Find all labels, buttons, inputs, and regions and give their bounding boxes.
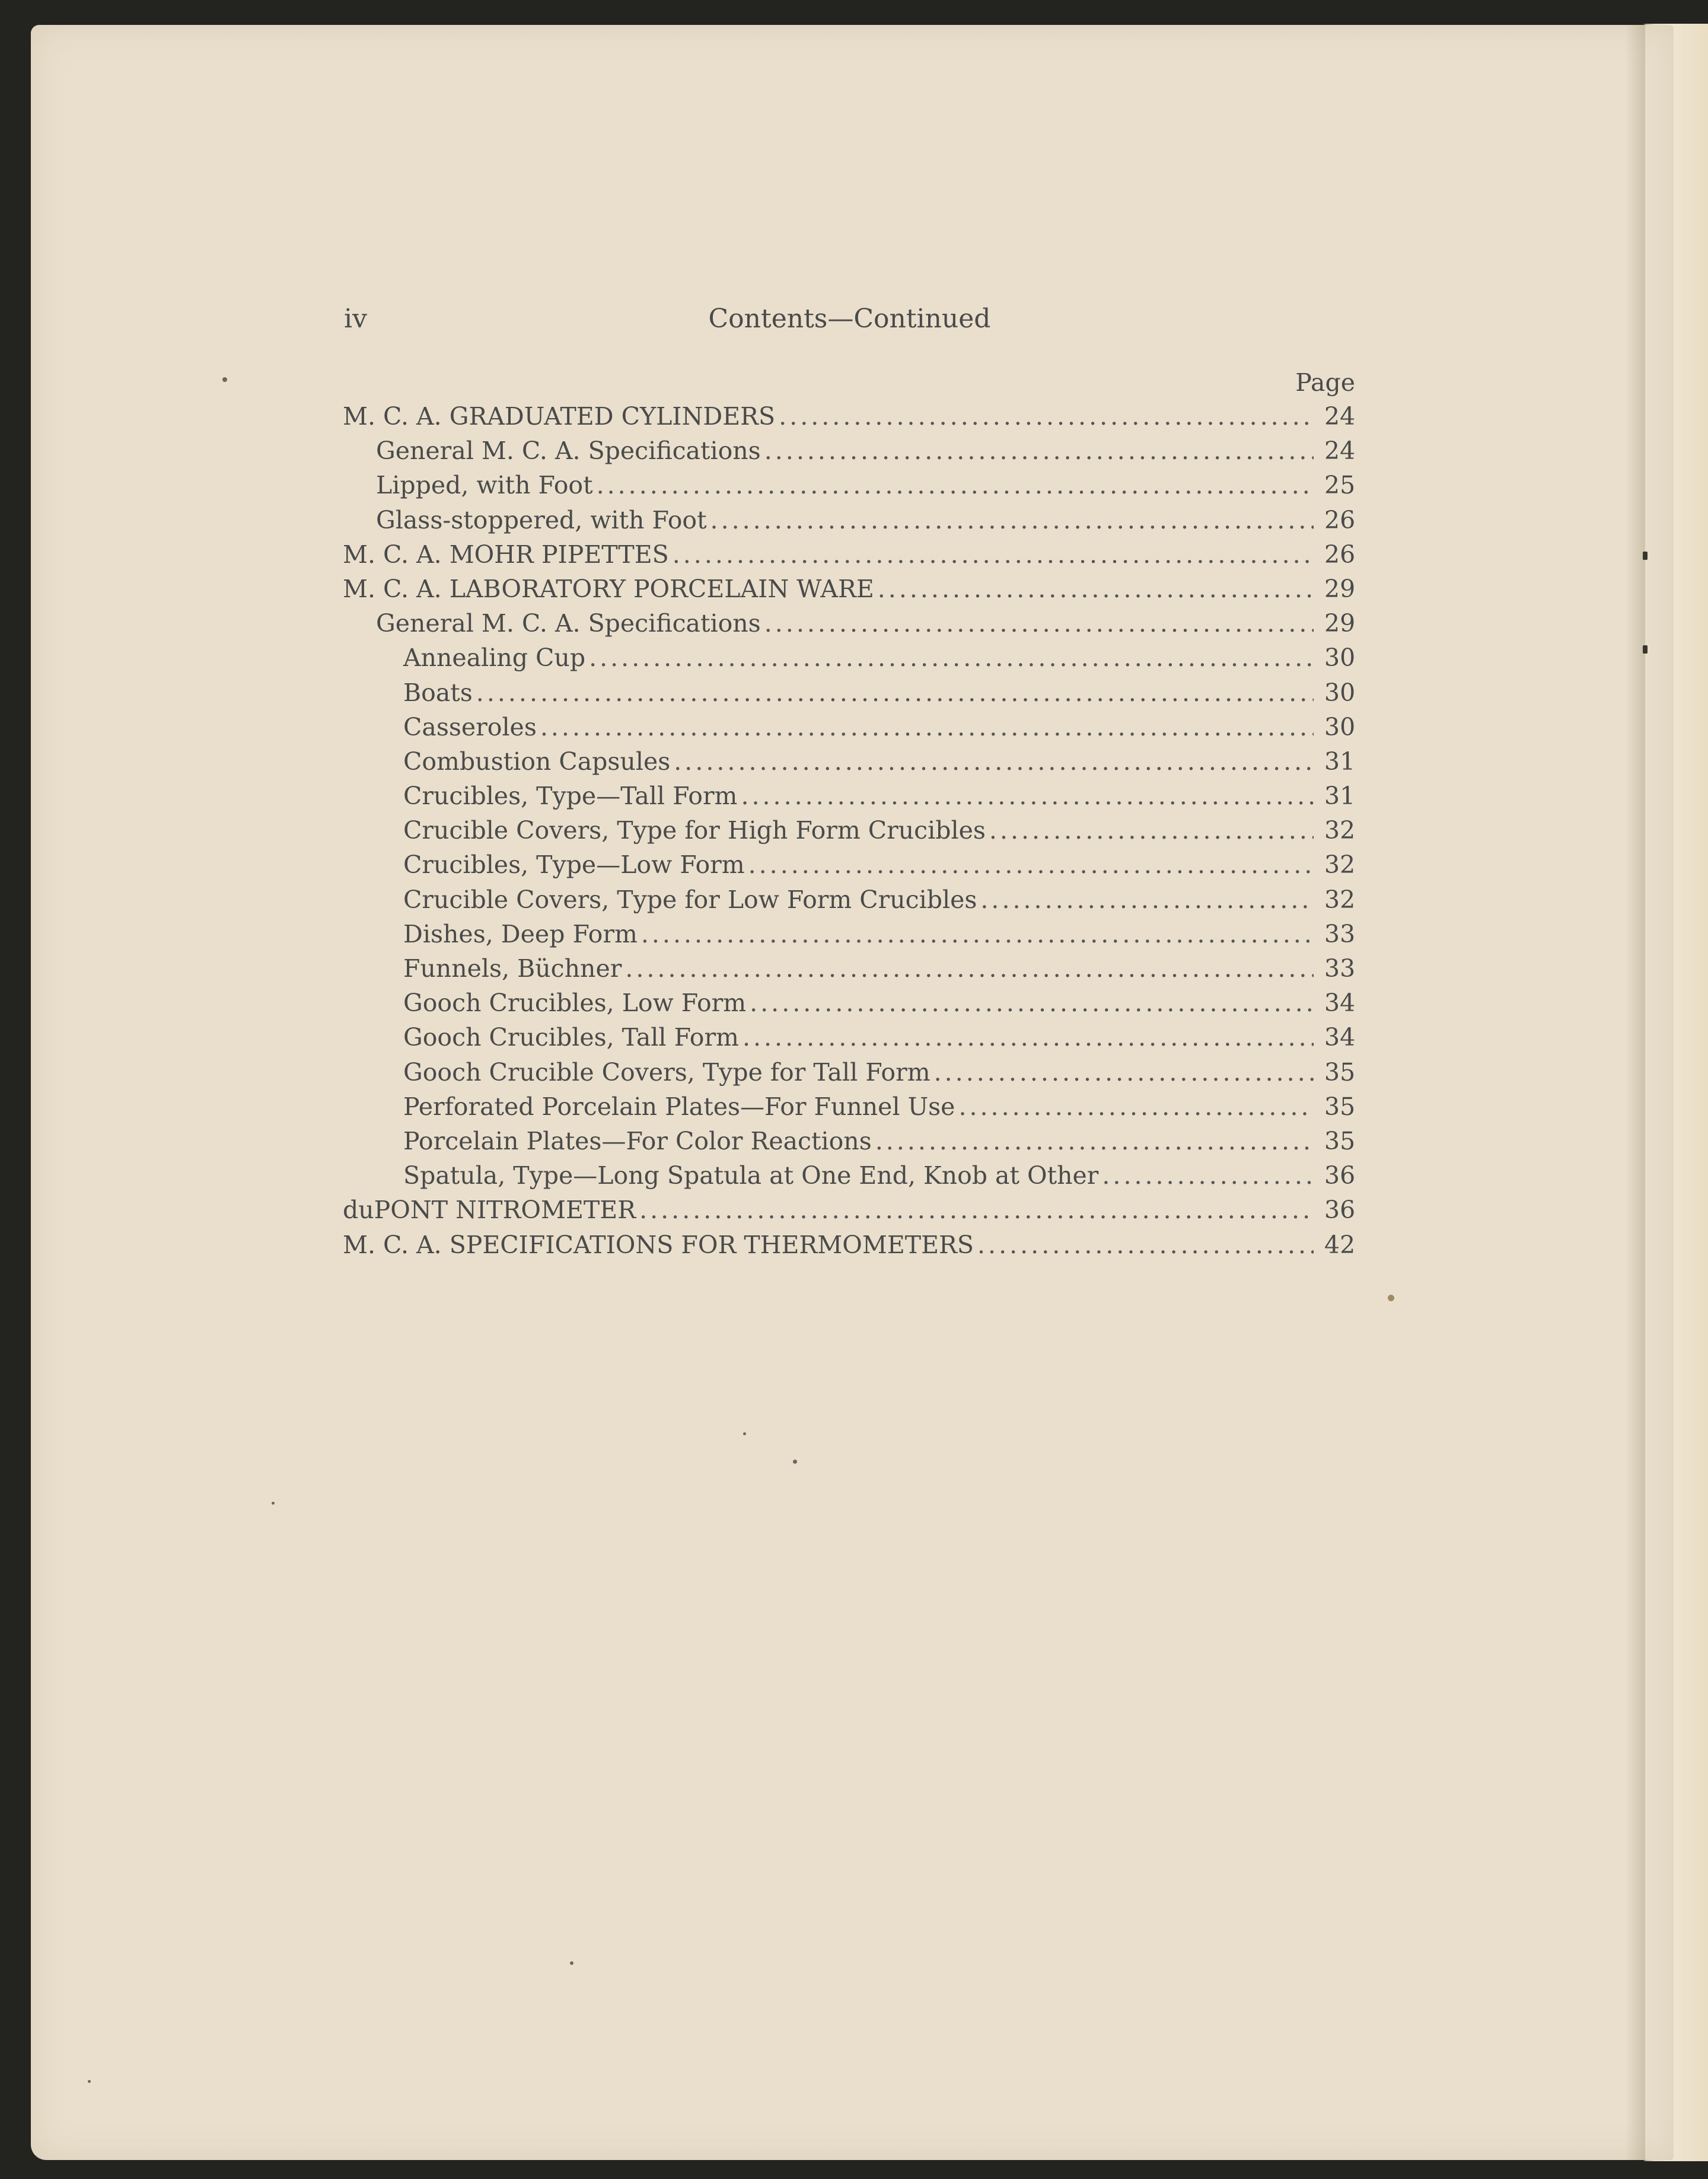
toc-entry-page: 30	[1324, 712, 1356, 741]
toc-entry	[343, 710, 1355, 744]
dot-leader	[476, 676, 1314, 710]
toc-entry-title: Funnels, Büchner	[403, 954, 622, 983]
dot-leader	[750, 986, 1314, 1020]
toc-entry-title: Perforated Porcelain Plates—For Funnel Use	[403, 1092, 955, 1121]
toc-entry	[343, 537, 1355, 572]
toc-entry-page: 32	[1324, 885, 1356, 914]
toc-entry-page: 30	[1324, 643, 1356, 673]
paper-speck	[743, 1432, 746, 1435]
dot-leader	[764, 606, 1314, 641]
toc-entry	[343, 1124, 1355, 1158]
toc-entry-page: 34	[1324, 989, 1356, 1018]
toc-entry-title: Crucibles, Type—Low Form	[403, 850, 745, 880]
dot-leader	[597, 468, 1314, 502]
toc-entry-page: 24	[1324, 437, 1356, 466]
toc-entry-page: 26	[1324, 505, 1356, 534]
toc-entry-page: 35	[1324, 1057, 1356, 1087]
dot-leader	[958, 1090, 1314, 1124]
toc-entry-title: Crucibles, Type—Tall Form	[403, 782, 738, 811]
toc-entry-title: Crucible Covers, Type for Low Form Crucibles	[403, 885, 977, 914]
toc-entry-title: Annealing Cup	[403, 643, 586, 673]
toc-entry-page: 31	[1324, 782, 1356, 811]
dot-leader	[589, 641, 1314, 675]
paper-speck	[570, 1961, 573, 1965]
dot-leader	[989, 813, 1314, 848]
dot-leader	[710, 503, 1314, 537]
toc-entry	[343, 1020, 1355, 1055]
toc-entry	[343, 503, 1355, 537]
toc-entry-page: 29	[1324, 574, 1356, 603]
toc-entry	[343, 468, 1355, 502]
toc-entry-title: Glass-stoppered, with Foot	[376, 505, 707, 534]
toc-entry-page: 29	[1324, 609, 1356, 638]
toc-entry	[343, 813, 1355, 848]
dot-leader	[977, 1228, 1314, 1262]
toc-entry-page: 36	[1324, 1161, 1356, 1190]
paper-speck	[793, 1460, 797, 1464]
toc-entry	[343, 1055, 1355, 1090]
table-of-contents	[343, 366, 1355, 1262]
dot-leader	[540, 710, 1314, 744]
page-column-heading: Page	[1295, 368, 1355, 397]
toc-entry-page: 32	[1324, 816, 1356, 845]
toc-entry	[343, 1158, 1355, 1193]
toc-entry-title: Crucible Covers, Type for High Form Crucibles	[403, 816, 986, 845]
toc-entry-page: 31	[1324, 747, 1356, 776]
paper-speck	[272, 1502, 275, 1505]
dot-leader	[625, 951, 1314, 986]
dot-leader	[1102, 1158, 1314, 1193]
toc-entry-title: Porcelain Plates—For Color Reactions	[403, 1126, 872, 1155]
toc-entry-page: 26	[1324, 540, 1356, 569]
dot-leader	[878, 572, 1314, 606]
dot-leader	[639, 1193, 1314, 1227]
paper-speck	[222, 377, 227, 382]
paper-speck	[1388, 1295, 1394, 1301]
dot-leader	[748, 848, 1314, 882]
toc-entry-title: Gooch Crucibles, Tall Form	[403, 1023, 739, 1052]
toc-entry-title: M. C. A. GRADUATED CYLINDERS	[343, 402, 776, 431]
dot-leader	[779, 399, 1314, 434]
toc-entry	[343, 1228, 1355, 1262]
dot-leader	[641, 917, 1314, 951]
toc-entry	[343, 848, 1355, 882]
dot-leader	[934, 1055, 1314, 1090]
toc-entry	[343, 917, 1355, 951]
toc-entry-title: duPONT NITROMETER	[343, 1196, 636, 1225]
toc-entry	[343, 951, 1355, 986]
gutter-shadow	[1625, 25, 1645, 2160]
toc-entry	[343, 399, 1355, 434]
toc-entry-page: 36	[1324, 1196, 1356, 1225]
running-title: Contents—Continued	[708, 304, 991, 334]
paper-speck	[88, 2080, 91, 2083]
dot-leader	[743, 1020, 1314, 1055]
toc-entry-title: M. C. A. MOHR PIPETTES	[343, 540, 669, 569]
toc-entry	[343, 744, 1355, 779]
toc-entry-title: Boats	[403, 678, 473, 707]
toc-entry-title: Lipped, with Foot	[376, 471, 593, 500]
toc-entry	[343, 606, 1355, 641]
toc-entry-page: 30	[1324, 678, 1356, 707]
toc-entry	[343, 1193, 1355, 1227]
toc-entry-title: Spatula, Type—Long Spatula at One End, Knob at Other	[403, 1161, 1099, 1190]
dot-leader	[741, 779, 1314, 813]
toc-entry-page: 33	[1324, 919, 1356, 948]
toc-entry	[343, 434, 1355, 468]
toc-entry	[343, 641, 1355, 675]
toc-entry-page: 32	[1324, 850, 1356, 880]
toc-entry-page: 25	[1324, 471, 1356, 500]
dot-leader	[673, 537, 1314, 572]
toc-entry-title: Gooch Crucible Covers, Type for Tall Form	[403, 1057, 931, 1087]
toc-entry	[343, 676, 1355, 710]
toc-entry-title: Dishes, Deep Form	[403, 919, 638, 948]
dot-leader	[980, 883, 1314, 917]
page-header	[344, 304, 1355, 339]
toc-entry	[343, 986, 1355, 1020]
toc-entry	[343, 883, 1355, 917]
folio-number: iv	[344, 304, 367, 334]
toc-entry-page: 35	[1324, 1126, 1356, 1155]
toc-entry	[343, 1090, 1355, 1124]
toc-entry	[343, 779, 1355, 813]
toc-entry-page: 33	[1324, 954, 1356, 983]
toc-entry-page: 42	[1324, 1230, 1356, 1259]
toc-entry-title: Casseroles	[403, 712, 537, 741]
dot-leader	[875, 1124, 1314, 1158]
paper-speck	[1643, 645, 1648, 654]
toc-entry-title: M. C. A. SPECIFICATIONS FOR THERMOMETERS	[343, 1230, 974, 1259]
toc-entry-page: 24	[1324, 402, 1356, 431]
toc-entry-title: Gooch Crucibles, Low Form	[403, 989, 747, 1018]
toc-entry-page: 34	[1324, 1023, 1356, 1052]
toc-entry	[343, 572, 1355, 606]
toc-entry-title: M. C. A. LABORATORY PORCELAIN WARE	[343, 574, 874, 603]
toc-entry-page: 35	[1324, 1092, 1356, 1121]
toc-entry-title: Combustion Capsules	[403, 747, 671, 776]
dot-leader	[764, 434, 1314, 468]
toc-entry-title: General M. C. A. Specifications	[376, 437, 761, 466]
toc-entry-title: General M. C. A. Specifications	[376, 609, 761, 638]
paper-speck	[1643, 552, 1648, 560]
dot-leader	[674, 744, 1314, 779]
